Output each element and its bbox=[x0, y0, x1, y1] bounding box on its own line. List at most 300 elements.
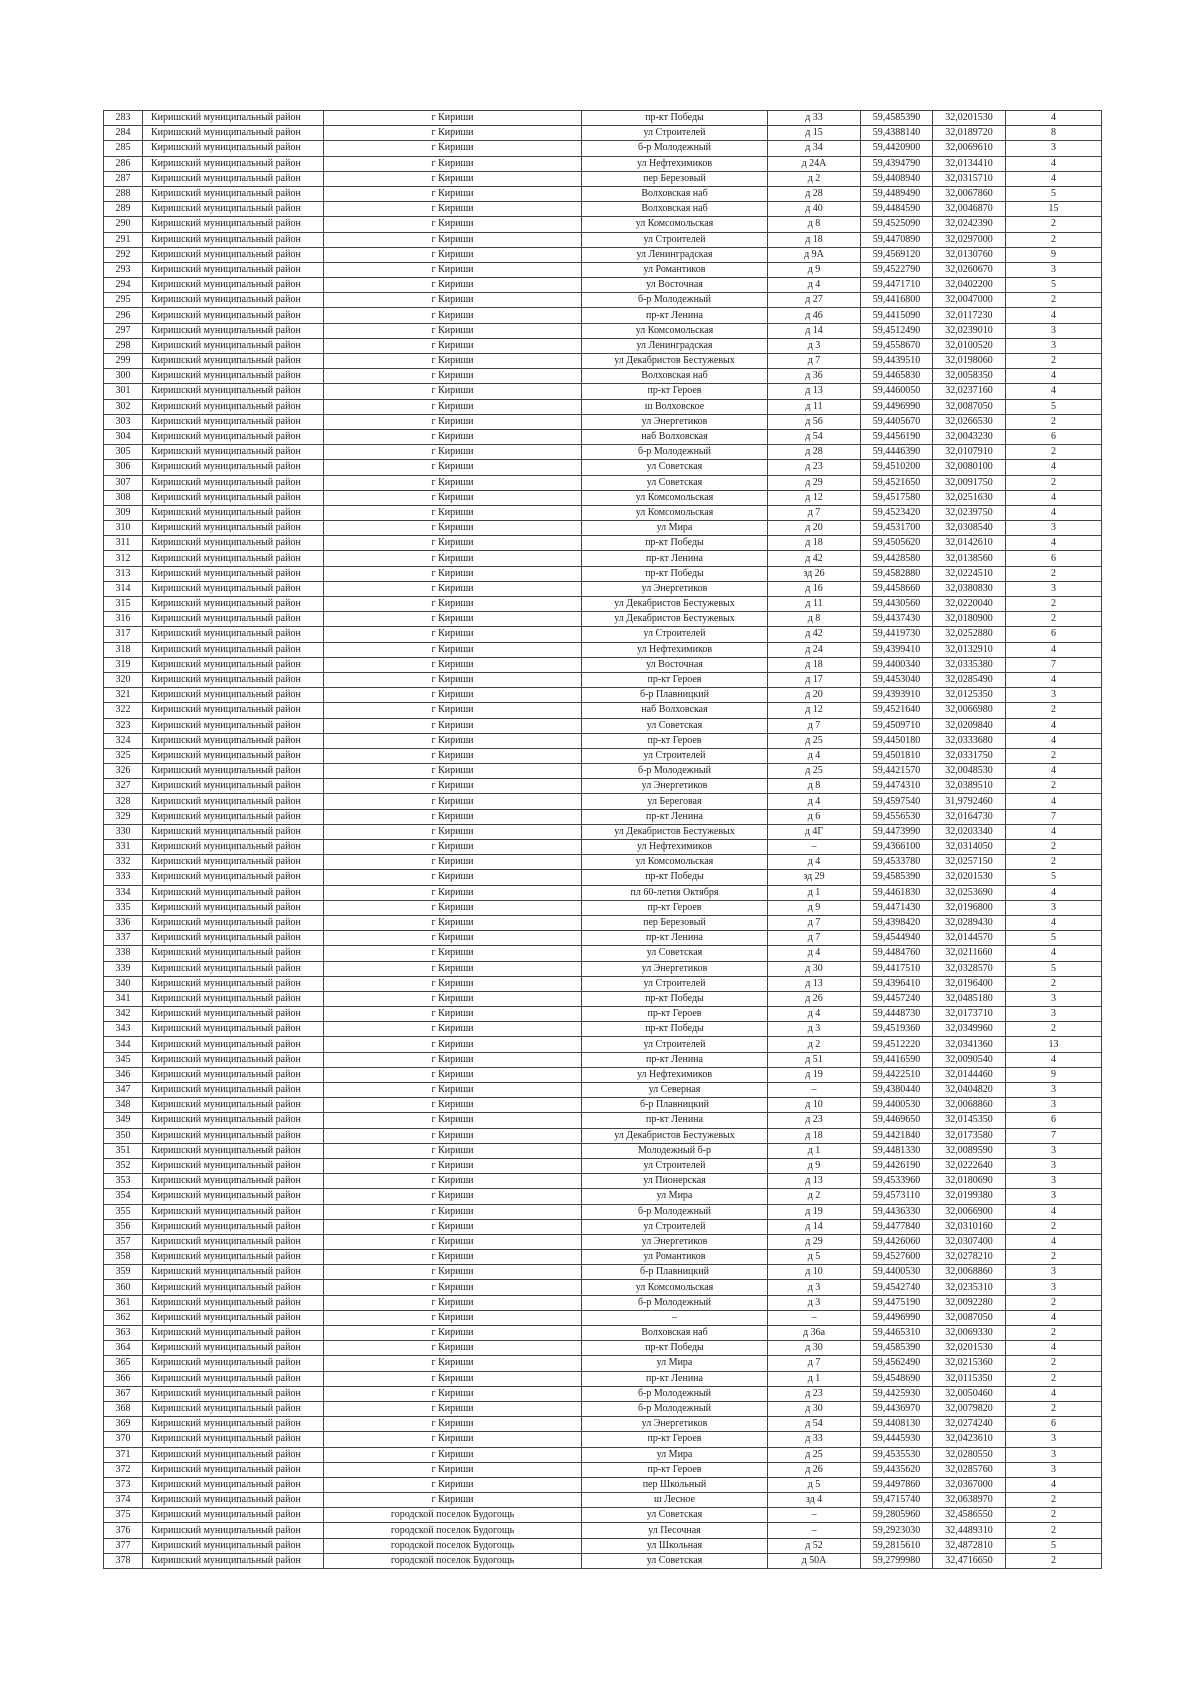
cell-longitude: 32,0315710 bbox=[933, 171, 1006, 186]
cell-row-number: 377 bbox=[104, 1538, 143, 1553]
cell-settlement: г Кириши bbox=[324, 1265, 582, 1280]
cell-district: Киришский муниципальный район bbox=[143, 991, 324, 1006]
cell-street: наб Волховская bbox=[582, 703, 768, 718]
cell-row-number: 305 bbox=[104, 445, 143, 460]
cell-latitude: 59,4430560 bbox=[861, 597, 933, 612]
cell-settlement: г Кириши bbox=[324, 961, 582, 976]
cell-latitude: 59,4501810 bbox=[861, 748, 933, 763]
cell-house: д 4Г bbox=[768, 824, 861, 839]
cell-latitude: 59,4461830 bbox=[861, 885, 933, 900]
cell-count: 8 bbox=[1006, 126, 1102, 141]
cell-street: б-р Плавницкий bbox=[582, 1265, 768, 1280]
cell-street: ул Комсомольская bbox=[582, 855, 768, 870]
cell-settlement: г Кириши bbox=[324, 900, 582, 915]
cell-latitude: 59,4436970 bbox=[861, 1401, 933, 1416]
table-row bbox=[104, 1037, 1102, 1052]
table-row bbox=[104, 991, 1102, 1006]
cell-house: д 10 bbox=[768, 1265, 861, 1280]
cell-latitude: 59,4448730 bbox=[861, 1007, 933, 1022]
cell-latitude: 59,4527600 bbox=[861, 1250, 933, 1265]
table-row bbox=[104, 1447, 1102, 1462]
cell-latitude: 59,4436330 bbox=[861, 1204, 933, 1219]
cell-longitude: 32,0274240 bbox=[933, 1417, 1006, 1432]
cell-count: 5 bbox=[1006, 186, 1102, 201]
table-row bbox=[104, 262, 1102, 277]
cell-latitude: 59,4521640 bbox=[861, 703, 933, 718]
cell-settlement: г Кириши bbox=[324, 323, 582, 338]
cell-district: Киришский муниципальный район bbox=[143, 855, 324, 870]
cell-row-number: 345 bbox=[104, 1052, 143, 1067]
cell-row-number: 306 bbox=[104, 460, 143, 475]
cell-street: ул Энергетиков bbox=[582, 1234, 768, 1249]
cell-street: ул Комсомольская bbox=[582, 323, 768, 338]
cell-latitude: 59,4510200 bbox=[861, 460, 933, 475]
cell-latitude: 59,4558670 bbox=[861, 338, 933, 353]
cell-house: д 4 bbox=[768, 946, 861, 961]
cell-latitude: 59,4446390 bbox=[861, 445, 933, 460]
cell-count: 2 bbox=[1006, 1295, 1102, 1310]
cell-street: ул Песочная bbox=[582, 1523, 768, 1538]
cell-district: Киришский муниципальный район bbox=[143, 536, 324, 551]
table-row bbox=[104, 1158, 1102, 1173]
cell-settlement: г Кириши bbox=[324, 931, 582, 946]
cell-settlement: г Кириши bbox=[324, 293, 582, 308]
cell-house: д 42 bbox=[768, 627, 861, 642]
cell-house: д 2 bbox=[768, 1037, 861, 1052]
cell-longitude: 32,0138560 bbox=[933, 551, 1006, 566]
cell-house: д 1 bbox=[768, 1143, 861, 1158]
cell-district: Киришский муниципальный район bbox=[143, 900, 324, 915]
cell-house: д 5 bbox=[768, 1250, 861, 1265]
cell-count: 3 bbox=[1006, 581, 1102, 596]
cell-district: Киришский муниципальный район bbox=[143, 551, 324, 566]
cell-count: 3 bbox=[1006, 688, 1102, 703]
cell-row-number: 293 bbox=[104, 262, 143, 277]
cell-district: Киришский муниципальный район bbox=[143, 1326, 324, 1341]
table-row bbox=[104, 1523, 1102, 1538]
cell-district: Киришский муниципальный район bbox=[143, 369, 324, 384]
cell-longitude: 32,0257150 bbox=[933, 855, 1006, 870]
cell-count: 4 bbox=[1006, 384, 1102, 399]
cell-street: ул Декабристов Бестужевых bbox=[582, 597, 768, 612]
cell-house: д 3 bbox=[768, 1022, 861, 1037]
cell-row-number: 373 bbox=[104, 1477, 143, 1492]
cell-longitude: 32,0046870 bbox=[933, 202, 1006, 217]
cell-longitude: 32,0107910 bbox=[933, 445, 1006, 460]
cell-house: д 36 bbox=[768, 369, 861, 384]
cell-street: ул Северная bbox=[582, 1083, 768, 1098]
cell-longitude: 32,0117230 bbox=[933, 308, 1006, 323]
cell-district: Киришский муниципальный район bbox=[143, 1265, 324, 1280]
table-row bbox=[104, 1538, 1102, 1553]
cell-latitude: 59,4556530 bbox=[861, 809, 933, 824]
cell-longitude: 32,0164730 bbox=[933, 809, 1006, 824]
cell-district: Киришский муниципальный район bbox=[143, 1523, 324, 1538]
cell-settlement: г Кириши bbox=[324, 824, 582, 839]
cell-longitude: 32,0211660 bbox=[933, 946, 1006, 961]
cell-house: д 23 bbox=[768, 1386, 861, 1401]
cell-row-number: 327 bbox=[104, 779, 143, 794]
cell-house: д 54 bbox=[768, 1417, 861, 1432]
cell-district: Киришский муниципальный район bbox=[143, 1113, 324, 1128]
cell-longitude: 32,0069610 bbox=[933, 141, 1006, 156]
cell-street: б-р Плавницкий bbox=[582, 688, 768, 703]
cell-longitude: 32,0144460 bbox=[933, 1067, 1006, 1082]
cell-row-number: 322 bbox=[104, 703, 143, 718]
cell-count: 3 bbox=[1006, 262, 1102, 277]
cell-street: наб Волховская bbox=[582, 429, 768, 444]
cell-latitude: 59,4393910 bbox=[861, 688, 933, 703]
cell-settlement: г Кириши bbox=[324, 338, 582, 353]
cell-count: 2 bbox=[1006, 779, 1102, 794]
table-row bbox=[104, 1310, 1102, 1325]
cell-longitude: 32,0333680 bbox=[933, 733, 1006, 748]
cell-district: Киришский муниципальный район bbox=[143, 1401, 324, 1416]
cell-street: пер Школьный bbox=[582, 1477, 768, 1492]
cell-latitude: 59,4421840 bbox=[861, 1128, 933, 1143]
table-row bbox=[104, 126, 1102, 141]
cell-house: д 26 bbox=[768, 991, 861, 1006]
cell-count: 4 bbox=[1006, 764, 1102, 779]
cell-latitude: 59,4523420 bbox=[861, 505, 933, 520]
table-row bbox=[104, 1189, 1102, 1204]
cell-longitude: 32,0050460 bbox=[933, 1386, 1006, 1401]
cell-row-number: 358 bbox=[104, 1250, 143, 1265]
cell-street: ул Мира bbox=[582, 1447, 768, 1462]
cell-row-number: 374 bbox=[104, 1493, 143, 1508]
cell-row-number: 307 bbox=[104, 475, 143, 490]
cell-house: д 7 bbox=[768, 915, 861, 930]
cell-row-number: 286 bbox=[104, 156, 143, 171]
cell-settlement: городской поселок Будогощь bbox=[324, 1508, 582, 1523]
cell-latitude: 59,4489490 bbox=[861, 186, 933, 201]
cell-row-number: 331 bbox=[104, 840, 143, 855]
cell-longitude: 32,0144570 bbox=[933, 931, 1006, 946]
cell-longitude: 32,0180690 bbox=[933, 1174, 1006, 1189]
cell-latitude: 59,4535530 bbox=[861, 1447, 933, 1462]
cell-count: 3 bbox=[1006, 991, 1102, 1006]
cell-district: Киришский муниципальный район bbox=[143, 1158, 324, 1173]
cell-house: д 19 bbox=[768, 1067, 861, 1082]
cell-settlement: г Кириши bbox=[324, 1204, 582, 1219]
cell-longitude: 32,0485180 bbox=[933, 991, 1006, 1006]
cell-street: пер Березовый bbox=[582, 915, 768, 930]
cell-count: 2 bbox=[1006, 748, 1102, 763]
cell-street: ул Декабристов Бестужевых bbox=[582, 824, 768, 839]
cell-count: 5 bbox=[1006, 961, 1102, 976]
cell-longitude: 32,0402200 bbox=[933, 278, 1006, 293]
cell-house: д 9 bbox=[768, 262, 861, 277]
cell-settlement: г Кириши bbox=[324, 627, 582, 642]
cell-settlement: г Кириши bbox=[324, 642, 582, 657]
cell-district: Киришский муниципальный район bbox=[143, 323, 324, 338]
cell-latitude: 59,4585390 bbox=[861, 1341, 933, 1356]
cell-street: пр-кт Победы bbox=[582, 536, 768, 551]
cell-house: д 10 bbox=[768, 1098, 861, 1113]
cell-count: 4 bbox=[1006, 490, 1102, 505]
cell-house: – bbox=[768, 840, 861, 855]
cell-latitude: 59,4426190 bbox=[861, 1158, 933, 1173]
cell-street: пр-кт Ленина bbox=[582, 551, 768, 566]
cell-count: 3 bbox=[1006, 1174, 1102, 1189]
cell-street: ш Волховское bbox=[582, 399, 768, 414]
cell-settlement: г Кириши bbox=[324, 1113, 582, 1128]
table-row bbox=[104, 1341, 1102, 1356]
cell-latitude: 59,4419730 bbox=[861, 627, 933, 642]
cell-longitude: 32,0092280 bbox=[933, 1295, 1006, 1310]
cell-latitude: 59,4477840 bbox=[861, 1219, 933, 1234]
cell-count: 6 bbox=[1006, 551, 1102, 566]
cell-settlement: г Кириши bbox=[324, 840, 582, 855]
table-row bbox=[104, 186, 1102, 201]
cell-settlement: г Кириши bbox=[324, 581, 582, 596]
cell-house: д 23 bbox=[768, 1113, 861, 1128]
cell-district: Киришский муниципальный район bbox=[143, 1189, 324, 1204]
cell-district: Киришский муниципальный район bbox=[143, 1007, 324, 1022]
cell-district: Киришский муниципальный район bbox=[143, 961, 324, 976]
cell-street: пр-кт Ленина bbox=[582, 809, 768, 824]
cell-street: пр-кт Героев bbox=[582, 1462, 768, 1477]
cell-settlement: г Кириши bbox=[324, 703, 582, 718]
cell-latitude: 59,4573110 bbox=[861, 1189, 933, 1204]
cell-settlement: г Кириши bbox=[324, 718, 582, 733]
cell-house: д 36а bbox=[768, 1326, 861, 1341]
cell-longitude: 32,0314050 bbox=[933, 840, 1006, 855]
cell-settlement: г Кириши bbox=[324, 915, 582, 930]
cell-street: ул Строителей bbox=[582, 1037, 768, 1052]
table-row bbox=[104, 915, 1102, 930]
cell-settlement: г Кириши bbox=[324, 855, 582, 870]
cell-street: ул Нефтехимиков bbox=[582, 840, 768, 855]
cell-street: б-р Молодежный bbox=[582, 293, 768, 308]
cell-latitude: 59,4517580 bbox=[861, 490, 933, 505]
cell-district: Киришский муниципальный район bbox=[143, 490, 324, 505]
table-row bbox=[104, 900, 1102, 915]
cell-house: д 8 bbox=[768, 779, 861, 794]
cell-settlement: г Кириши bbox=[324, 536, 582, 551]
cell-longitude: 32,0389510 bbox=[933, 779, 1006, 794]
cell-count: 4 bbox=[1006, 505, 1102, 520]
cell-street: ул Ленинградская bbox=[582, 247, 768, 262]
cell-settlement: г Кириши bbox=[324, 1189, 582, 1204]
cell-latitude: 59,4531700 bbox=[861, 521, 933, 536]
cell-count: 2 bbox=[1006, 1022, 1102, 1037]
cell-longitude: 32,0215360 bbox=[933, 1356, 1006, 1371]
cell-latitude: 59,4428580 bbox=[861, 551, 933, 566]
cell-latitude: 59,4450180 bbox=[861, 733, 933, 748]
cell-longitude: 32,0328570 bbox=[933, 961, 1006, 976]
cell-settlement: городской поселок Будогощь bbox=[324, 1523, 582, 1538]
cell-row-number: 354 bbox=[104, 1189, 143, 1204]
cell-street: пер Березовый bbox=[582, 171, 768, 186]
cell-row-number: 342 bbox=[104, 1007, 143, 1022]
cell-house: д 1 bbox=[768, 1371, 861, 1386]
cell-district: Киришский муниципальный район bbox=[143, 445, 324, 460]
cell-row-number: 370 bbox=[104, 1432, 143, 1447]
cell-house: д 20 bbox=[768, 688, 861, 703]
table-row bbox=[104, 779, 1102, 794]
cell-row-number: 356 bbox=[104, 1219, 143, 1234]
cell-settlement: г Кириши bbox=[324, 217, 582, 232]
table-row bbox=[104, 1067, 1102, 1082]
cell-house: д 4 bbox=[768, 748, 861, 763]
cell-latitude: 59,4422510 bbox=[861, 1067, 933, 1082]
cell-house: д 7 bbox=[768, 505, 861, 520]
cell-longitude: 32,0068860 bbox=[933, 1098, 1006, 1113]
cell-row-number: 321 bbox=[104, 688, 143, 703]
cell-latitude: 59,4519360 bbox=[861, 1022, 933, 1037]
cell-row-number: 364 bbox=[104, 1341, 143, 1356]
cell-row-number: 323 bbox=[104, 718, 143, 733]
cell-house: д 4 bbox=[768, 1007, 861, 1022]
cell-count: 6 bbox=[1006, 429, 1102, 444]
cell-house: д 28 bbox=[768, 445, 861, 460]
cell-settlement: г Кириши bbox=[324, 278, 582, 293]
cell-count: 3 bbox=[1006, 900, 1102, 915]
cell-house: д 16 bbox=[768, 581, 861, 596]
cell-count: 3 bbox=[1006, 1158, 1102, 1173]
cell-street: пр-кт Героев bbox=[582, 733, 768, 748]
cell-count: 3 bbox=[1006, 1083, 1102, 1098]
cell-count: 9 bbox=[1006, 1067, 1102, 1082]
cell-count: 3 bbox=[1006, 521, 1102, 536]
cell-street: пр-кт Ленина bbox=[582, 1371, 768, 1386]
cell-house: д 5 bbox=[768, 1477, 861, 1492]
table-row bbox=[104, 1326, 1102, 1341]
cell-street: пр-кт Ленина bbox=[582, 308, 768, 323]
cell-row-number: 310 bbox=[104, 521, 143, 536]
cell-settlement: г Кириши bbox=[324, 566, 582, 581]
cell-longitude: 32,0100520 bbox=[933, 338, 1006, 353]
cell-latitude: 59,4715740 bbox=[861, 1493, 933, 1508]
table-row bbox=[104, 597, 1102, 612]
table-row bbox=[104, 1219, 1102, 1234]
table-row bbox=[104, 247, 1102, 262]
cell-longitude: 32,0266530 bbox=[933, 414, 1006, 429]
cell-longitude: 32,0048530 bbox=[933, 764, 1006, 779]
cell-district: Киришский муниципальный район bbox=[143, 126, 324, 141]
cell-house: – bbox=[768, 1508, 861, 1523]
cell-street: Волховская наб bbox=[582, 186, 768, 201]
cell-latitude: 59,4458660 bbox=[861, 581, 933, 596]
cell-row-number: 360 bbox=[104, 1280, 143, 1295]
cell-street: пр-кт Ленина bbox=[582, 1113, 768, 1128]
cell-settlement: г Кириши bbox=[324, 1371, 582, 1386]
cell-street: Волховская наб bbox=[582, 369, 768, 384]
cell-settlement: г Кириши bbox=[324, 733, 582, 748]
cell-settlement: г Кириши bbox=[324, 1401, 582, 1416]
cell-latitude: 59,4582880 bbox=[861, 566, 933, 581]
cell-longitude: 32,0145350 bbox=[933, 1113, 1006, 1128]
cell-latitude: 59,4445930 bbox=[861, 1432, 933, 1447]
cell-house: д 24 bbox=[768, 642, 861, 657]
cell-street: ул Комсомольская bbox=[582, 490, 768, 505]
table-row bbox=[104, 399, 1102, 414]
cell-longitude: 32,0091750 bbox=[933, 475, 1006, 490]
cell-latitude: 59,4597540 bbox=[861, 794, 933, 809]
cell-row-number: 317 bbox=[104, 627, 143, 642]
cell-row-number: 343 bbox=[104, 1022, 143, 1037]
cell-latitude: 59,4388140 bbox=[861, 126, 933, 141]
cell-latitude: 59,4380440 bbox=[861, 1083, 933, 1098]
cell-longitude: 32,0115350 bbox=[933, 1371, 1006, 1386]
table-row bbox=[104, 141, 1102, 156]
cell-longitude: 32,0069330 bbox=[933, 1326, 1006, 1341]
cell-row-number: 300 bbox=[104, 369, 143, 384]
cell-district: Киришский муниципальный район bbox=[143, 354, 324, 369]
cell-house: д 8 bbox=[768, 217, 861, 232]
cell-settlement: г Кириши bbox=[324, 490, 582, 505]
cell-house: д 20 bbox=[768, 521, 861, 536]
table-row bbox=[104, 505, 1102, 520]
cell-latitude: 59,4475190 bbox=[861, 1295, 933, 1310]
table-row bbox=[104, 627, 1102, 642]
cell-district: Киришский муниципальный район bbox=[143, 1386, 324, 1401]
cell-house: д 42 bbox=[768, 551, 861, 566]
cell-count: 4 bbox=[1006, 1477, 1102, 1492]
cell-longitude: 32,0423610 bbox=[933, 1432, 1006, 1447]
cell-count: 2 bbox=[1006, 445, 1102, 460]
table-row bbox=[104, 1052, 1102, 1067]
cell-house: д 8 bbox=[768, 612, 861, 627]
cell-district: Киришский муниципальный район bbox=[143, 1204, 324, 1219]
cell-latitude: 59,4497860 bbox=[861, 1477, 933, 1492]
cell-street: ул Строителей bbox=[582, 1158, 768, 1173]
cell-house: зд 26 bbox=[768, 566, 861, 581]
table-row bbox=[104, 1234, 1102, 1249]
table-row bbox=[104, 551, 1102, 566]
cell-latitude: 59,4399410 bbox=[861, 642, 933, 657]
cell-district: Киришский муниципальный район bbox=[143, 399, 324, 414]
cell-street: ул Школьная bbox=[582, 1538, 768, 1553]
cell-district: Киришский муниципальный район bbox=[143, 627, 324, 642]
cell-longitude: 32,0253690 bbox=[933, 885, 1006, 900]
cell-latitude: 59,4366100 bbox=[861, 840, 933, 855]
cell-district: Киришский муниципальный район bbox=[143, 1250, 324, 1265]
cell-row-number: 329 bbox=[104, 809, 143, 824]
cell-count: 2 bbox=[1006, 1553, 1102, 1568]
cell-street: Волховская наб bbox=[582, 202, 768, 217]
table-row bbox=[104, 1265, 1102, 1280]
cell-latitude: 59,4408130 bbox=[861, 1417, 933, 1432]
cell-settlement: городской поселок Будогощь bbox=[324, 1553, 582, 1568]
table-row bbox=[104, 460, 1102, 475]
cell-district: Киришский муниципальный район bbox=[143, 748, 324, 763]
cell-house: д 27 bbox=[768, 293, 861, 308]
cell-settlement: г Кириши bbox=[324, 247, 582, 262]
cell-street: ул Комсомольская bbox=[582, 217, 768, 232]
cell-count: 5 bbox=[1006, 870, 1102, 885]
cell-settlement: г Кириши bbox=[324, 1174, 582, 1189]
cell-row-number: 294 bbox=[104, 278, 143, 293]
table-row bbox=[104, 946, 1102, 961]
cell-house: д 25 bbox=[768, 764, 861, 779]
cell-street: б-р Молодежный bbox=[582, 445, 768, 460]
cell-longitude: 32,0173580 bbox=[933, 1128, 1006, 1143]
cell-settlement: г Кириши bbox=[324, 1098, 582, 1113]
cell-house: д 11 bbox=[768, 597, 861, 612]
cell-settlement: г Кириши bbox=[324, 262, 582, 277]
cell-district: Киришский муниципальный район bbox=[143, 1310, 324, 1325]
cell-count: 3 bbox=[1006, 1007, 1102, 1022]
cell-street: пр-кт Победы bbox=[582, 1341, 768, 1356]
cell-district: Киришский муниципальный район bbox=[143, 597, 324, 612]
cell-count: 3 bbox=[1006, 1280, 1102, 1295]
cell-count: 3 bbox=[1006, 141, 1102, 156]
cell-house: д 30 bbox=[768, 961, 861, 976]
table-row bbox=[104, 156, 1102, 171]
cell-settlement: г Кириши bbox=[324, 551, 582, 566]
